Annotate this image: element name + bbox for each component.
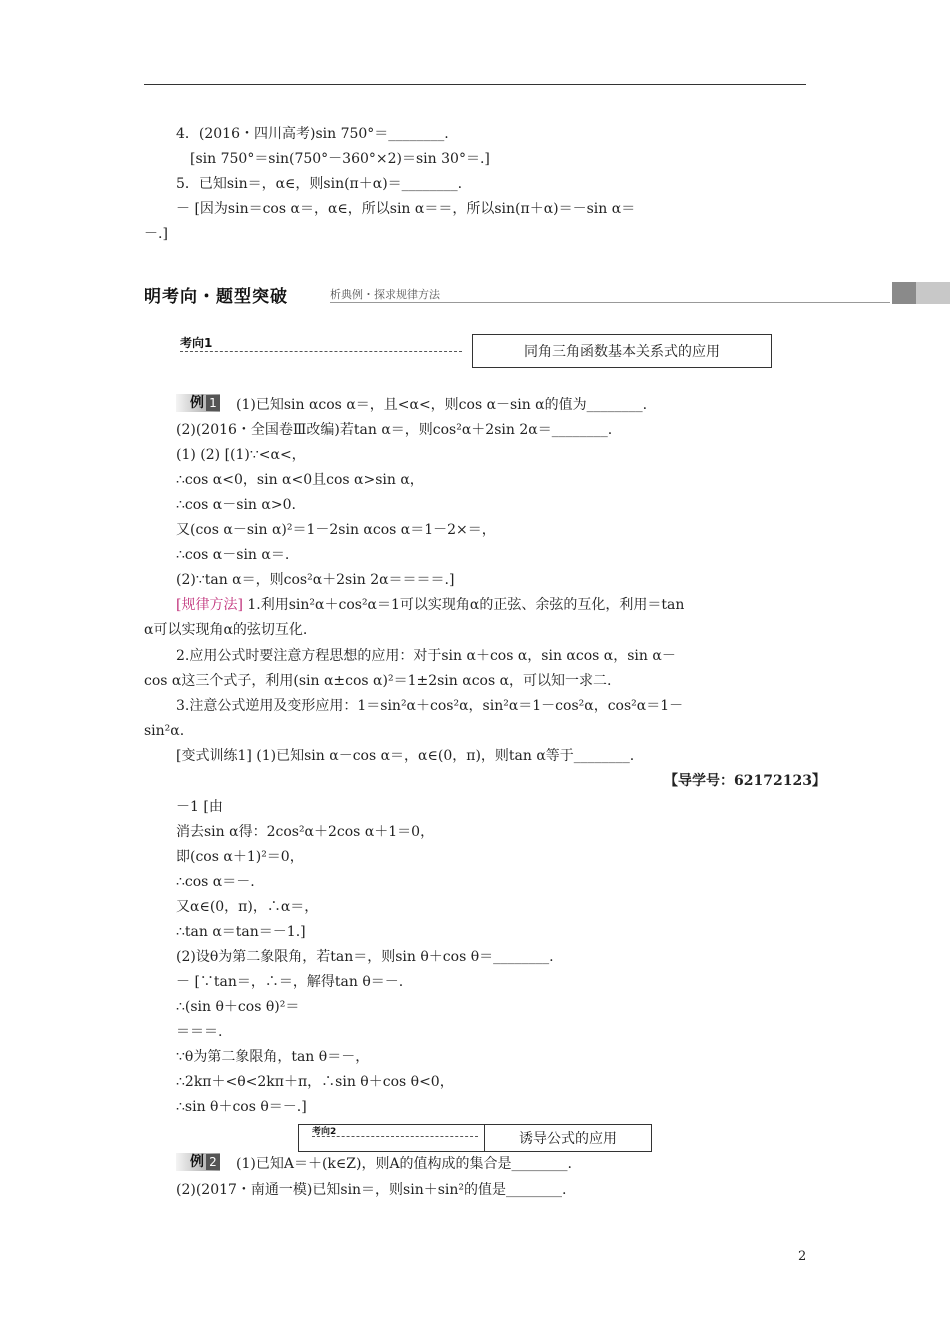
kaoxiang2-title-box xyxy=(484,1124,652,1152)
kaoxiang2-tag: 考向2 xyxy=(312,1127,337,1137)
variant-training-1: [变式训练1] (1)已知sin α－cos α＝，α∈(0，π)，则tan α等于________. xyxy=(176,748,635,764)
method-line-4: 3.注意公式逆用及变形应用：1＝sin²α＋cos²α，sin²α＝1－cos²α，cos²α＝1－ xyxy=(176,698,684,714)
body2-line-12: ∴sin θ＋cos θ＝－.] xyxy=(176,1099,307,1115)
section-title: 明考向・题型突破 xyxy=(144,287,288,307)
method-line-2: 2.应用公式时要注意方程思想的应用：对于sin α＋cos α，sin αcos α，sin α－ xyxy=(176,648,676,664)
exercise-5: 5．已知sin＝，α∈，则sin(π＋α)＝________. xyxy=(176,176,463,192)
section-bar-light xyxy=(916,282,950,304)
exercise-4-solution: [sin 750°＝sin(750°－360°×2)＝sin 30°＝.] xyxy=(190,151,490,167)
exercise-4: 4．(2016・四川高考)sin 750°＝________. xyxy=(176,126,449,142)
example-label: 例 xyxy=(190,395,204,411)
body2-line-7: － [∵tan＝，∴＝，解得tan θ＝－. xyxy=(176,974,404,990)
exercise-5-solution-cont: －.] xyxy=(144,226,168,242)
exercise-5-solution: － [因为sin＝cos α＝，α∈，所以sin α＝＝，所以sin(π＋α)＝－sin α＝ xyxy=(176,201,636,217)
method-line-1: α可以实现角α的弦切互化. xyxy=(144,622,308,638)
body3-line-0: (2)(2017・南通一模)已知sin＝，则sin＋sin²的值是________. xyxy=(176,1182,567,1198)
example-number: 1 xyxy=(206,395,220,411)
example-1-question: (1)已知sin αcos α＝，且<α<，则cos α－sin α的值为________. xyxy=(236,397,648,413)
method-line-0 xyxy=(176,595,684,615)
body1-line-1: (1) (2) [(1)∵<α<， xyxy=(176,447,306,463)
body2-line-8: ∴(sin θ＋cos θ)²＝ xyxy=(176,999,300,1015)
body1-line-6: (2)∵tan α＝，则cos²α＋2sin 2α＝＝＝＝.] xyxy=(176,572,455,588)
section-bar-dark xyxy=(892,282,916,304)
method-line-3: cos α这三个式子，利用(sin α±cos α)²＝1±2sin αcos α，可以知一求二. xyxy=(144,673,612,689)
example-2-question: (1)已知A＝＋(k∈Z)，则A的值构成的集合是________. xyxy=(236,1156,572,1172)
body2-line-5: ∴tan α＝tan＝－1.] xyxy=(176,924,306,940)
body1-line-5: ∴cos α－sin α＝. xyxy=(176,547,290,563)
section-heading xyxy=(144,282,814,307)
kaoxiang1-dash xyxy=(180,351,462,352)
body2-line-4: 又α∈(0，π)，∴α＝， xyxy=(176,899,319,915)
body2-line-9: ＝＝＝. xyxy=(176,1024,223,1040)
header-rule xyxy=(144,84,806,85)
body2-line-2: 即(cos α＋1)²＝0， xyxy=(176,849,304,865)
body2-line-11: ∴2kπ＋<θ<2kπ＋π，∴sin θ＋cos θ<0， xyxy=(176,1074,454,1090)
body2-line-3: ∴cos α＝－. xyxy=(176,874,255,890)
body2-line-6: (2)设θ为第二象限角，若tan＝，则sin θ＋cos θ＝________. xyxy=(176,949,554,965)
body1-line-4: 又(cos α－sin α)²＝1－2sin αcos α＝1－2×＝， xyxy=(176,522,496,538)
page-number: 2 xyxy=(798,1249,807,1264)
kaoxiang1-tag: 考向1 xyxy=(180,336,213,350)
kaoxiang2-title: 诱导公式的应用 xyxy=(519,1131,617,1147)
method-line-5: sin²α. xyxy=(144,723,185,739)
body1-line-2: ∴cos α<0，sin α<0且cos α>sin α， xyxy=(176,472,424,488)
example-2-tag xyxy=(176,1153,220,1171)
example-1-tag xyxy=(176,394,220,412)
section-underline xyxy=(330,302,890,303)
body2-line-10: ∵θ为第二象限角，tan θ＝－， xyxy=(176,1049,370,1065)
body1-line-3: ∴cos α－sin α>0. xyxy=(176,497,296,513)
section-subtitle: 析典例・探求规律方法 xyxy=(330,288,440,301)
body2-line-0: －1 [由 xyxy=(176,799,223,815)
example-number: 2 xyxy=(206,1154,220,1170)
method-first-text: 1.利用sin²α＋cos²α＝1可以实现角α的正弦、余弦的互化，利用＝tan xyxy=(242,597,685,613)
kaoxiang1-title: 同角三角函数基本关系式的应用 xyxy=(524,344,720,360)
guide-number: 【导学号：62172123】 xyxy=(664,773,826,789)
body2-line-1: 消去sin α得：2cos²α＋2cos α＋1＝0， xyxy=(176,824,435,840)
body1-line-0: (2)(2016・全国卷Ⅲ改编)若tan α＝，则cos²α＋2sin 2α＝________. xyxy=(176,422,613,438)
method-label: [规律方法] xyxy=(176,597,243,613)
kaoxiang1-title-box xyxy=(472,334,772,368)
example-label: 例 xyxy=(190,1154,204,1170)
